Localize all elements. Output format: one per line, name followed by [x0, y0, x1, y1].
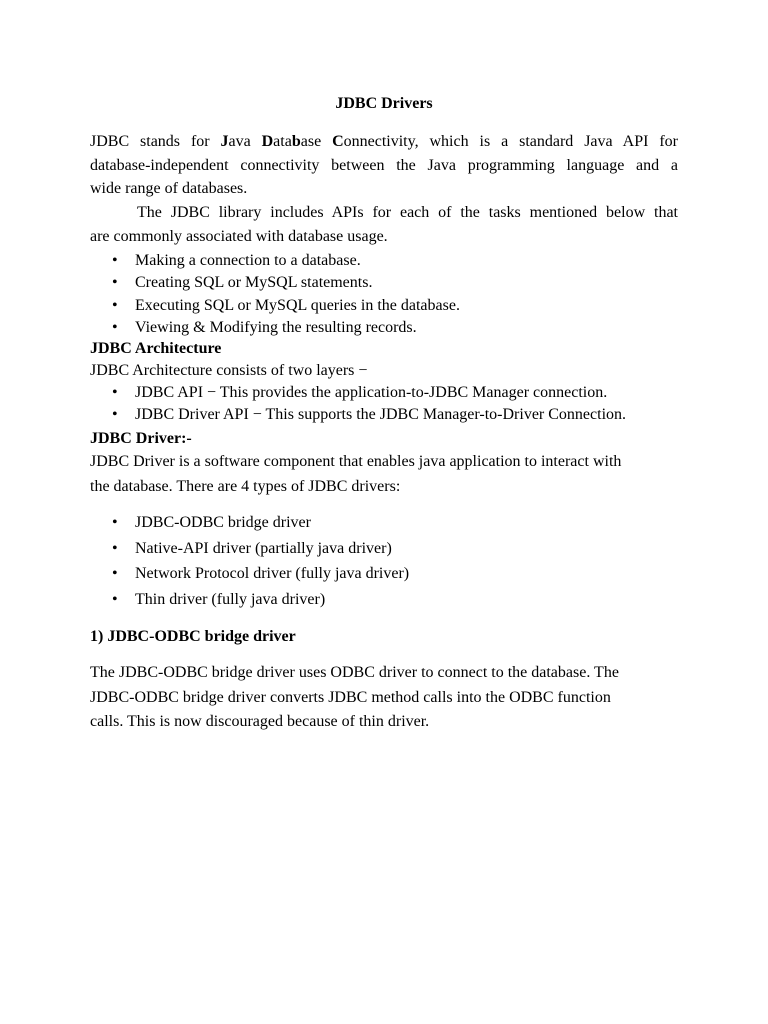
list-item: • Native-API driver (partially java driver) [90, 536, 678, 562]
driver-section [90, 428, 678, 499]
task-list-block [90, 250, 678, 340]
bridge-line-3: calls. This is now discouraged because of thin driver. [90, 713, 430, 730]
bullet-icon: • [112, 514, 118, 531]
list-item: • Creating SQL or MySQL statements. [90, 272, 678, 294]
intro-line-1: JDBC stands for Java Database Connectivity, which is a standard Java API for [90, 133, 678, 150]
bullet-icon: • [112, 252, 118, 269]
bridge-paragraph [90, 661, 678, 735]
bullet-icon: • [112, 274, 118, 292]
architecture-text: JDBC Architecture consists of two layers − [90, 362, 368, 379]
architecture-list [90, 382, 678, 427]
bullet-icon: • [112, 590, 118, 608]
driver-line-1: JDBC Driver is a software component that enables java application to interact with [90, 453, 622, 470]
architecture-heading: JDBC Architecture [90, 340, 222, 357]
list-item: • Network Protocol driver (fully java driver) [90, 561, 678, 587]
driver-types-block [90, 510, 678, 612]
intro-line-3: wide range of databases. [90, 180, 248, 197]
list-item: • Executing SQL or MySQL queries in the database. [90, 295, 678, 317]
document-title: JDBC Drivers [335, 95, 433, 112]
list-item: • JDBC API − This provides the application-to-JDBC Manager connection. [90, 382, 678, 404]
bullet-icon: • [112, 565, 118, 582]
list-item: • JDBC-ODBC bridge driver [90, 510, 678, 536]
bridge-heading: 1) JDBC-ODBC bridge driver [90, 628, 296, 645]
bullet-icon: • [112, 406, 118, 424]
bullet-icon: • [112, 539, 118, 557]
driver-types-list [90, 510, 678, 612]
library-paragraph [90, 201, 678, 248]
intro-line-2: database-independent connectivity between the Java programming language and a [90, 156, 678, 174]
task-list [90, 250, 678, 340]
intro-paragraph [90, 130, 678, 201]
list-item: • Viewing & Modifying the resulting records. [90, 317, 678, 339]
bullet-icon: • [112, 384, 118, 401]
library-line-2: are commonly associated with database usage. [90, 227, 388, 245]
library-line-1: The JDBC library includes APIs for each of the tasks mentioned below that [137, 204, 678, 221]
driver-line-2: the database. There are 4 types of JDBC drivers: [90, 477, 401, 495]
architecture-section [90, 338, 678, 427]
list-item: • Thin driver (fully java driver) [90, 587, 678, 613]
bullet-icon: • [112, 319, 118, 337]
bridge-line-2: JDBC-ODBC bridge driver converts JDBC method calls into the ODBC function [90, 688, 611, 706]
bullet-icon: • [112, 296, 118, 314]
driver-heading: JDBC Driver:- [90, 430, 192, 447]
bridge-line-1: The JDBC-ODBC bridge driver uses ODBC driver to connect to the database. The [90, 664, 619, 681]
list-item: • Making a connection to a database. [90, 250, 678, 272]
list-item: • JDBC Driver API − This supports the JDBC Manager-to-Driver Connection. [90, 404, 678, 426]
